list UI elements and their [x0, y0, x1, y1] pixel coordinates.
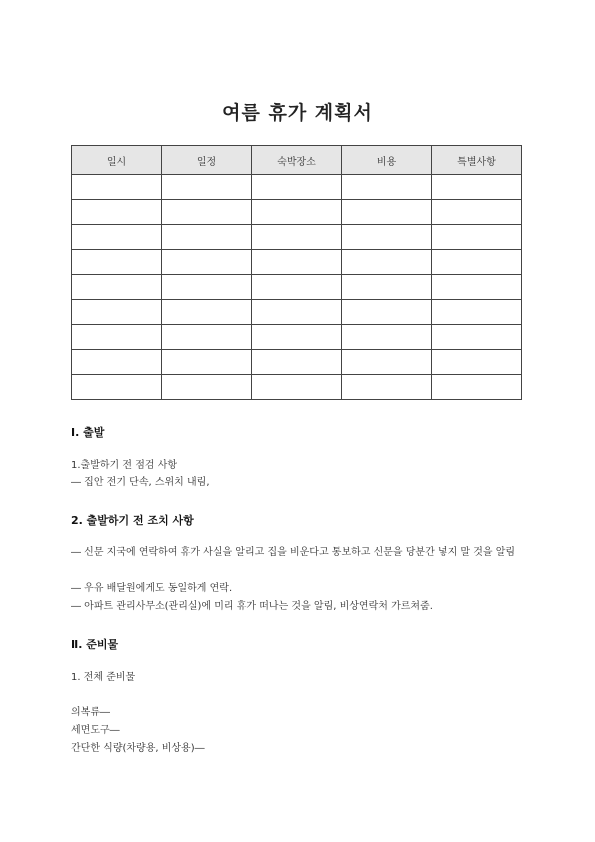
supply-item: 간단한 식량(차량용, 비상용)― [71, 743, 205, 754]
table-cell [72, 175, 162, 200]
section-1-sub1-title: 1.출발하기 전 점검 사항 [71, 460, 178, 471]
table-cell [432, 325, 522, 350]
table-cell [432, 375, 522, 400]
table-cell [342, 200, 432, 225]
table-cell [252, 325, 342, 350]
section-1-sub2-title: 2. 출발하기 전 조치 사항 [71, 514, 194, 527]
table-row [72, 250, 522, 275]
table-cell [162, 175, 252, 200]
table-cell [72, 250, 162, 275]
table-cell [252, 225, 342, 250]
table-row [72, 325, 522, 350]
section-1-sub1-line: ― 집안 전기 단속, 스위치 내림, [71, 477, 210, 488]
table-cell [252, 175, 342, 200]
table-cell [342, 300, 432, 325]
table-cell [162, 350, 252, 375]
table-cell [342, 350, 432, 375]
table-cell [432, 250, 522, 275]
table-cell [342, 225, 432, 250]
table-row [72, 175, 522, 200]
section-1-title: Ⅰ. 출발 [71, 426, 105, 439]
table-row [72, 225, 522, 250]
vacation-plan-table [71, 145, 522, 400]
header-lodging: 숙박장소 [252, 146, 342, 175]
supply-item: 세면도구― [71, 725, 120, 736]
header-notes: 특별사항 [432, 146, 522, 175]
header-schedule: 일정 [162, 146, 252, 175]
table-cell [162, 225, 252, 250]
table-cell [252, 275, 342, 300]
table-row [72, 275, 522, 300]
section-1-sub2-line: ― 우유 배달원에게도 동일하게 연락. [71, 583, 233, 594]
header-cost: 비용 [342, 146, 432, 175]
table-cell [252, 250, 342, 275]
table-cell [162, 300, 252, 325]
table-cell [342, 250, 432, 275]
table-row [72, 375, 522, 400]
table-row [72, 200, 522, 225]
table-cell [72, 375, 162, 400]
table-cell [162, 250, 252, 275]
table-cell [162, 275, 252, 300]
table-cell [252, 300, 342, 325]
table-cell [252, 200, 342, 225]
table-cell [342, 375, 432, 400]
table-cell [432, 175, 522, 200]
table-cell [72, 275, 162, 300]
header-date: 일시 [72, 146, 162, 175]
section-2-sub1-title: 1. 전체 준비물 [71, 672, 136, 683]
section-1-sub2-line: ― 신문 지국에 연락하여 휴가 사실을 알리고 집을 비운다고 통보하고 신문을 당분간 넣지 말 것을 알림 [71, 547, 516, 558]
document-title: 여름 휴가 계획서 [222, 102, 373, 124]
table-cell [252, 375, 342, 400]
table-cell [72, 325, 162, 350]
table-cell [72, 300, 162, 325]
table-header-row [72, 146, 522, 175]
table-cell [432, 300, 522, 325]
table-cell [72, 350, 162, 375]
table-cell [162, 375, 252, 400]
table-cell [342, 275, 432, 300]
supply-item: 의복류― [71, 707, 110, 718]
table-cell [432, 225, 522, 250]
table-cell [432, 350, 522, 375]
table-cell [72, 200, 162, 225]
table-cell [252, 350, 342, 375]
table-cell [432, 200, 522, 225]
table-cell [162, 200, 252, 225]
table-cell [162, 325, 252, 350]
table-cell [342, 325, 432, 350]
table-cell [342, 175, 432, 200]
section-1-sub2-line: ― 아파트 관리사무소(관리실)에 미리 휴가 떠나는 것을 알림, 비상연락처 가르쳐줌. [71, 601, 433, 612]
table-cell [432, 275, 522, 300]
section-2-title: Ⅱ. 준비물 [71, 638, 119, 651]
table-cell [72, 225, 162, 250]
table-row [72, 300, 522, 325]
table-row [72, 350, 522, 375]
